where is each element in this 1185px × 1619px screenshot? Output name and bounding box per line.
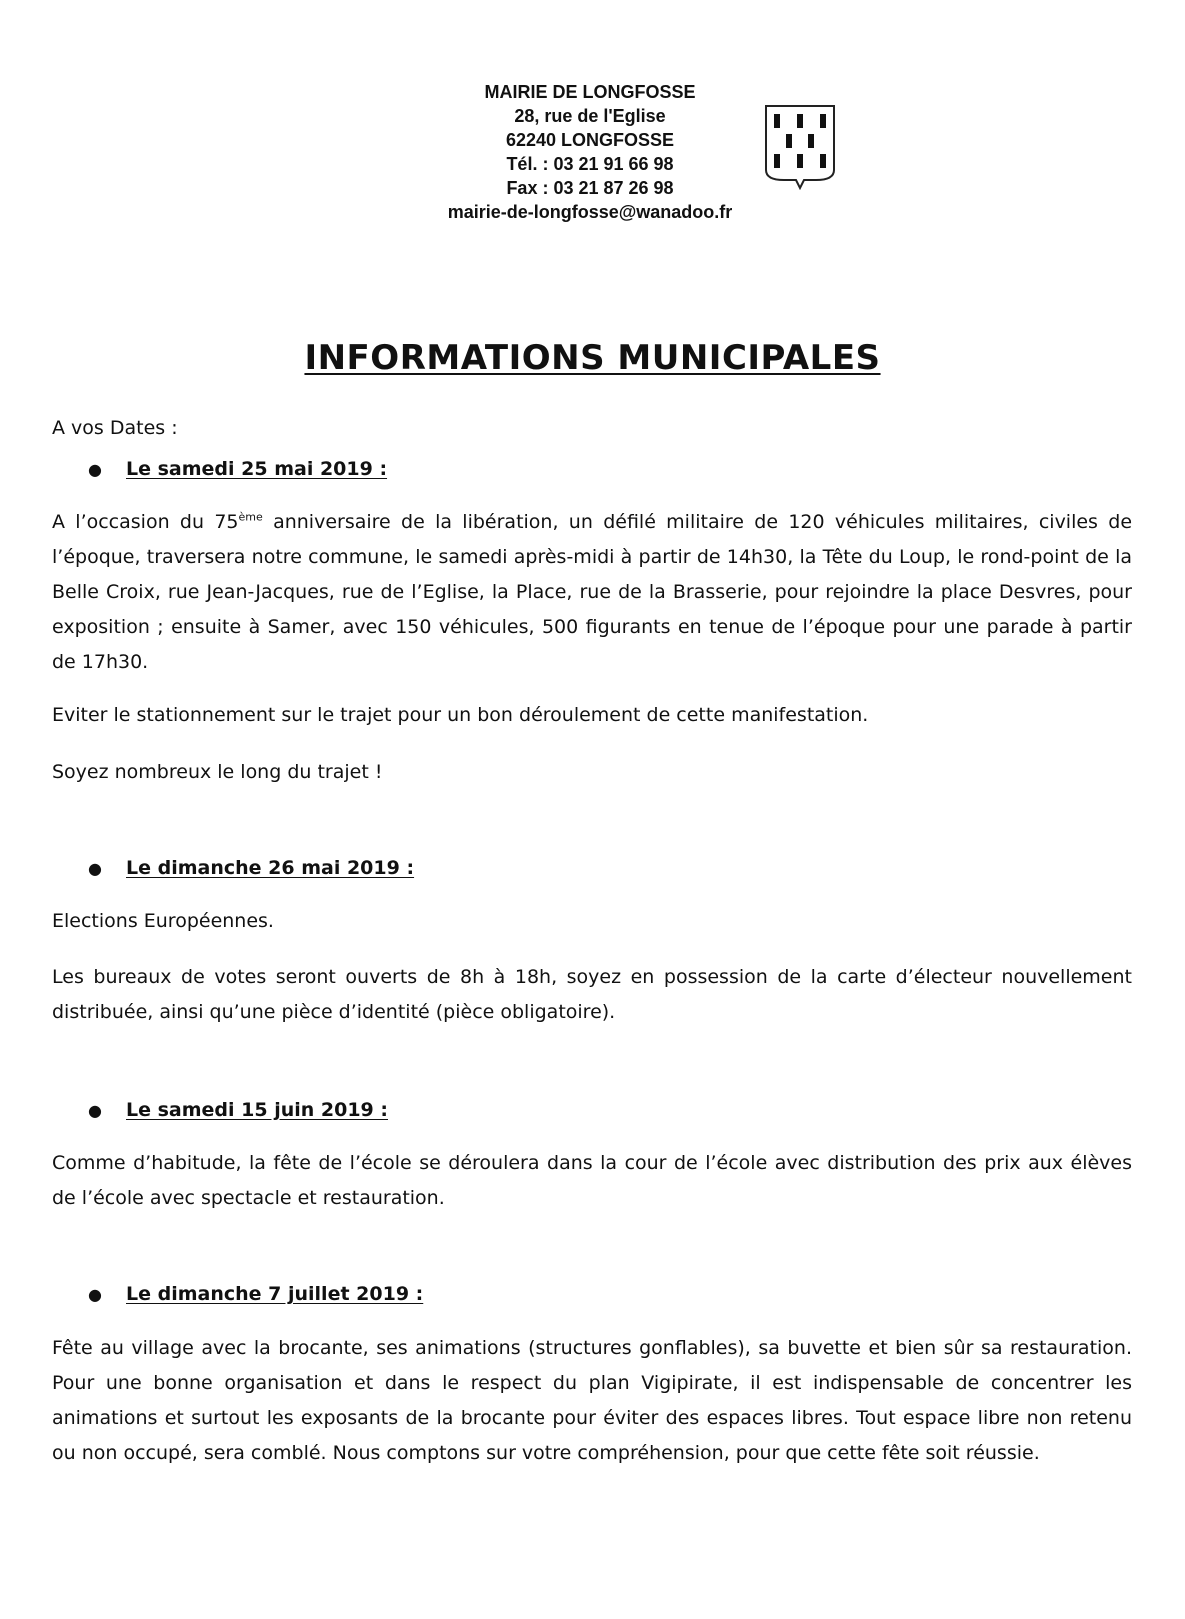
event-date-heading (88, 1099, 388, 1121)
event-date-label: Le dimanche 26 mai 2019 : (126, 857, 415, 879)
event-text: anniversaire de la libération, un défilé militaire de 120 véhicules militaires, civiles de l’époque, traversera notre commune, le samedi après-midi à partir de 14h30, la Tête du Loup, le rond-point de la Belle Croix, rue Jean-Jacques, rue de l’Eglise, la Place, rue de la Brasserie, pour rejoindre la place Desvres, pour exposition ; ensuite à Samer, avec 150 véhicules, 500 figurants en tenue de l’époque pour une parade à partir de 17h30. (52, 511, 1133, 673)
event-date-label: Le samedi 15 juin 2019 : (126, 1099, 388, 1121)
page-title: INFORMATIONS MUNICIPALES (304, 338, 881, 378)
event-paragraph: Comme d’habitude, la fête de l’école se déroulera dans la cour de l’école avec distribution des prix aux élèves de l’école avec spectacle et restauration. (52, 1152, 1132, 1209)
ordinal-suffix: ème (238, 510, 263, 524)
event-paragraph: Fête au village avec la brocante, ses animations (structures gonflables), sa buvette et bien sûr sa restauration. Pour une bonne organisation et dans le respect du plan Vigipirate, il est indispensable de concentrer les animations et surtout les exposants de la brocante pour éviter des espaces libres. Tout espace libre non retenu ou non occupé, sera comblé. Nous comptons sur votre compréhension, pour que cette fête soit réussie. (52, 1337, 1132, 1464)
intro-text: A vos Dates : (52, 417, 178, 439)
event-date-heading (88, 1283, 423, 1305)
event-paragraph: Les bureaux de votes seront ouverts de 8h à 18h, soyez en possession de la carte d’électeur nouvellement distribuée, ainsi qu’une pièce d’identité (pièce obligatoire). (52, 966, 1132, 1023)
bullet-icon: ● (88, 1285, 102, 1304)
header-email: mairie-de-longfosse@wanadoo.fr (447, 202, 733, 222)
event-paragraph (52, 505, 1132, 680)
bullet-icon: ● (88, 1101, 102, 1120)
coat-of-arms-icon (764, 104, 836, 190)
event-text: A l’occasion du 75 (52, 511, 239, 533)
event-date-label: Le dimanche 7 juillet 2019 : (126, 1283, 424, 1305)
event-paragraph: Elections Européennes. (52, 910, 274, 932)
header-address: 28, rue de l'Eglise (514, 106, 666, 126)
header-postcode-city: 62240 LONGFOSSE (505, 130, 675, 150)
event-date-heading (88, 857, 414, 879)
header-phone: Tél. : 03 21 91 66 98 (506, 154, 674, 174)
event-paragraph: Soyez nombreux le long du trajet ! (52, 761, 383, 783)
event-date-label: Le samedi 25 mai 2019 : (126, 458, 388, 480)
header-fax: Fax : 03 21 87 26 98 (506, 178, 674, 198)
event-date-heading (88, 458, 387, 480)
event-paragraph: Eviter le stationnement sur le trajet pour un bon déroulement de cette manifestation. (52, 704, 869, 726)
town-hall-header (360, 80, 820, 224)
bullet-icon: ● (88, 460, 102, 479)
header-name: MAIRIE DE LONGFOSSE (484, 82, 696, 102)
bullet-icon: ● (88, 859, 102, 878)
